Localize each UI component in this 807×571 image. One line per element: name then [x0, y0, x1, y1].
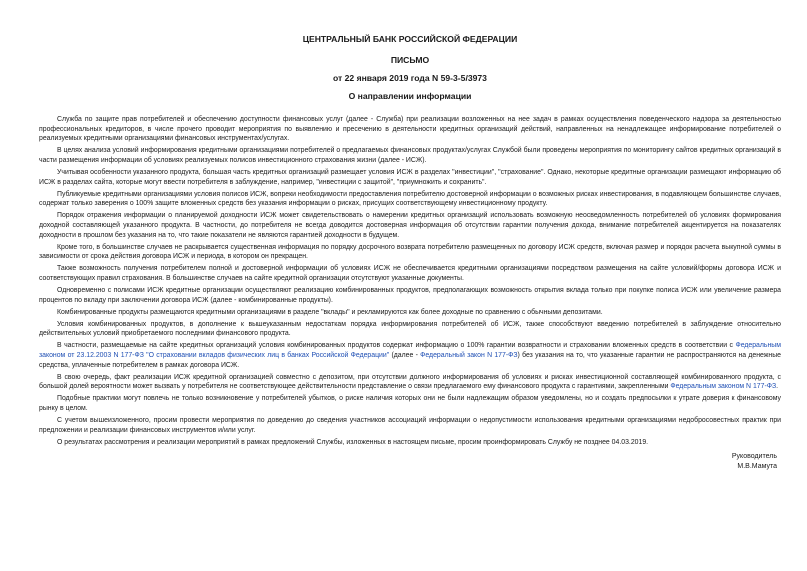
paragraph: Учитывая особенности указанного продукта, большая часть кредитных организаций размещает условия ИСЖ в разделах "инвестиции", "страхование". Однако, некоторые кредитные организации размещают информацию об ИСЖ в разделах сайта, которые могут ввести потребителя в заблуждение, например, "инвестиции с защитой", "приумножить и сохранить".: [39, 168, 781, 186]
paragraph-text: В свою очередь, факт реализации ИСЖ кредитной организацией совместно с депозитом, при отсутствии должного информирования об условиях и рисках инвестиционной составляющей комбинированного продукта, с большой долей вероятности может вызвать у потребителя не соответствующее действительности представление о связи предлагаемого ему финансового продукта с гарантиями, закрепленными: [39, 373, 781, 391]
paragraph: Комбинированные продукты размещаются кредитными организациями в разделе "вклады" и рекламируются как более доходные по сравнению с обычными депозитами.: [57, 308, 603, 316]
subject-title: О направлении информации: [348, 91, 472, 101]
paragraph: Также возможность получения потребителем полной и достоверной информации об условиях ИСЖ не обеспечивается кредитными организациями посредством размещения на сайте условий/формы договора ИСЖ и соответствующих правил страхования. В большинстве случаев на сайте кредитной организации отсутствуют указанные документы.: [39, 265, 781, 282]
letter-header: [39, 34, 781, 102]
paragraph: С учетом вышеизложенного, просим провести мероприятия по доведению до сведения участников ассоциаций информации о недопустимости использования кредитными организациями недобросовестных практик при предложении и реализации финансовых инструментов и/или услуг.: [39, 417, 781, 434]
paragraph: Кроме того, в большинстве случаев не раскрывается существенная информация по порядку досрочного возврата потребителю размещенных по договору ИСЖ средств, включая размер и порядок расчета выкупной суммы в зависимости от срока действия договора ИСЖ и периода, в котором он прекращен.: [39, 243, 781, 261]
paragraph: Условия комбинированных продуктов, в дополнение к вышеуказанным недостаткам порядка информирования потребителей об ИСЖ, также способствуют введению потребителей в заблуждение относительно действительных условий приобретаемого последними финансового продукта.: [39, 320, 781, 338]
paragraph: В целях анализа условий информирования кредитными организациями потребителей о предлагаемых финансовых продуктах/услугах Службой были проведены мероприятия по мониторингу сайтов кредитных организаций в части размещения информации об условиях реализуемых полисов инвестиционного страхования жизни (далее - ИСЖ).: [39, 147, 781, 164]
paragraph: О результатах рассмотрения и реализации мероприятий в рамках предложений Службы, изложенных в настоящем письме, просим проинформировать Службу не позднее 04.03.2019.: [57, 438, 649, 446]
document-type: ПИСЬМО: [390, 55, 430, 65]
signature-block: [39, 452, 781, 472]
law-link-177fz-full[interactable]: Федеральным законом от 23.12.2003 N 177-ФЗ "О страховании вкладов физических лиц в банках Российской Федерации": [39, 342, 781, 360]
paragraph: Служба по защите прав потребителей и обеспечению доступности финансовых услуг (далее - Служба) при реализации возложенных на нее задач в рамках осуществления поведенческого надзора за деятельностью профессиональных кредиторов, в числе прочего проводит мероприятия по выявлению и пресечению в деятельности кредитных организаций действий, направленных на ненадлежащее информирование потребителей о реализуемых кредитными организациями финансовых инструментах/услугах.: [39, 116, 781, 143]
date-number: от 22 января 2019 года N 59-3-5/3973: [333, 73, 487, 83]
paragraph-text: В частности, размещаемые на сайте кредитных организаций условия комбинированных продуктов содержат информацию о 100% гарантии возвратности и страховании вложенных средств в соответствии с: [57, 342, 736, 350]
paragraph: Публикуемые кредитными организациями условия полисов ИСЖ, вопреки необходимости предоставления потребителю достоверной информации о возможных рисках инвестирования, в подавляющем большинстве случаев, содержат только заверения о 100% защите вложенных средств без указания информации о рисках, присущих соответствующему инвестиционному продукту.: [39, 190, 781, 208]
paragraph-text: ) без указания на то, что указанные гарантии не распространяются на денежные средства, уплаченные потребителем в рамках договора ИСЖ.: [39, 352, 781, 369]
issuer-title: ЦЕНТРАЛЬНЫЙ БАНК РОССИЙСКОЙ ФЕДЕРАЦИИ: [302, 34, 518, 44]
signatory-title: Руководитель: [731, 453, 777, 461]
law-link-177fz[interactable]: Федеральный закон N 177-ФЗ: [420, 352, 518, 360]
letter-body: [39, 115, 781, 447]
paragraph-text: (далее -: [389, 352, 421, 360]
paragraph: Одновременно с полисами ИСЖ кредитные организации осуществляют реализацию комбинированных продуктов, предполагающих возможность открытия вклада только при покупке полиса ИСЖ или увеличение размера процентов по вкладу при заключении договора ИСЖ (далее - комбинированные продукты).: [39, 287, 781, 304]
law-link-177fz-second[interactable]: Федеральным законом N 177-ФЗ: [670, 383, 777, 391]
paragraph-with-link: [39, 373, 781, 392]
signatory-name: М.В.Мамута: [737, 463, 777, 471]
paragraph-with-links: [39, 341, 781, 370]
paragraph: Подобные практики могут повлечь не только возникновение у потребителей убытков, о риске наличия которых они не были надлежащим образом уведомлены, но и создать предпосылки к утрате доверия к финансовому рынку в целом.: [39, 395, 781, 413]
paragraph-text: .: [776, 383, 779, 391]
paragraph: Порядок отражения информации о планируемой доходности ИСЖ может свидетельствовать о намерении кредитных организаций использовать возможную неосведомленность потребителей об условиях формирования доходной составляющей указанного продукта. В частности, до потребителя не всегда доводится достоверная информация об отсутствии гарантии получения дохода, внимание потребителей акцентируется на показателях доходности в прошлом без указания на то, что такие показатели не являются гарантией доходности в будущем.: [39, 212, 781, 239]
